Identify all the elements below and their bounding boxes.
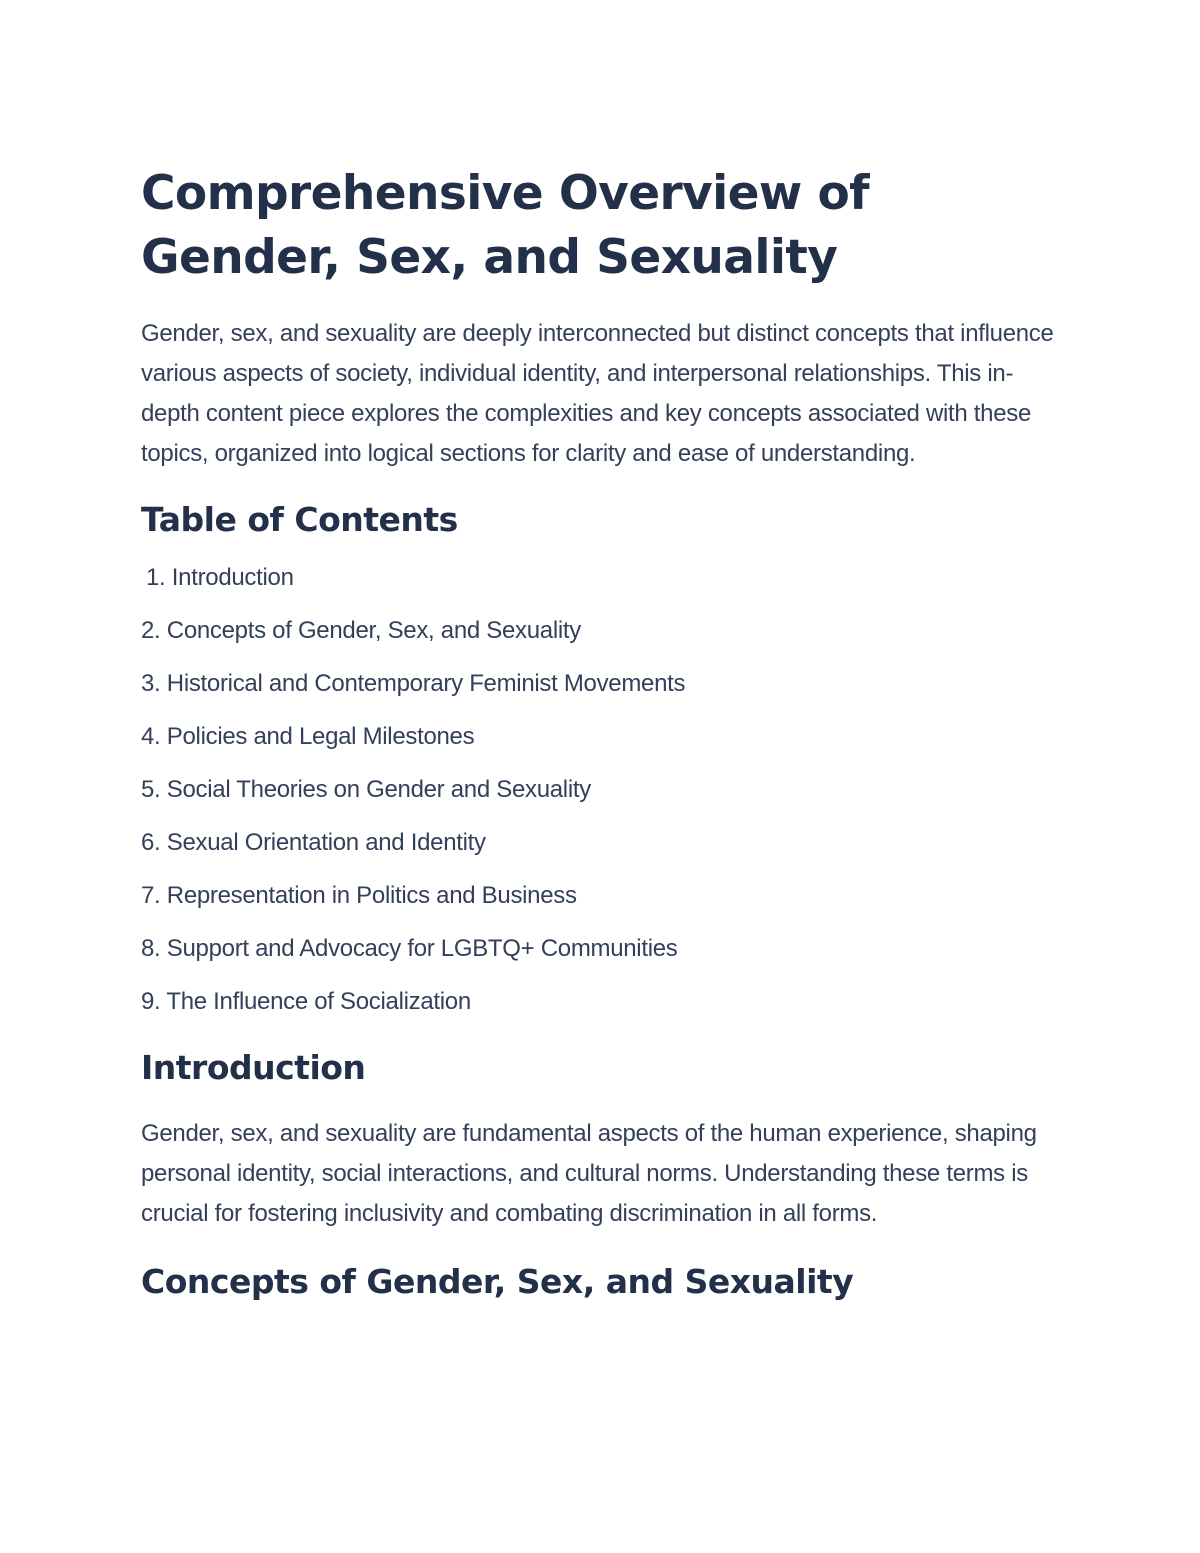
- document-page: [141, 162, 1056, 1304]
- toc-heading: Table of Contents: [141, 500, 458, 539]
- toc-item-label: Introduction: [171, 564, 294, 591]
- toc-item-number: 1.: [146, 564, 166, 591]
- introduction-heading: Introduction: [141, 1048, 366, 1087]
- page-title: Comprehensive Overview of Gender, Sex, and Sexuality: [141, 166, 870, 285]
- toc-item-introduction[interactable]: [141, 562, 1056, 594]
- toc-item-policies[interactable]: [141, 721, 1056, 753]
- toc-item-socialization[interactable]: [141, 986, 1056, 1018]
- toc-item-feminist-movements[interactable]: [141, 668, 1056, 700]
- toc-item-label: Historical and Contemporary Feminist Movements: [166, 670, 686, 697]
- toc-item-number: 8.: [141, 935, 161, 962]
- toc-item-label: Policies and Legal Milestones: [166, 723, 475, 750]
- toc-item-number: 7.: [141, 882, 161, 909]
- toc-item-social-theories[interactable]: [141, 774, 1056, 806]
- toc-item-number: 5.: [141, 776, 161, 803]
- table-of-contents: [141, 562, 1056, 1018]
- toc-item-label: Social Theories on Gender and Sexuality: [166, 776, 591, 803]
- intro-paragraph: Gender, sex, and sexuality are deeply interconnected but distinct concepts that influence various aspects of society, individual identity, and interpersonal relationships. This in-depth content piece explores the complexities and key concepts associated with these topics, organized into logical sections for clarity and ease of understanding.: [141, 320, 1054, 467]
- toc-item-number: 4.: [141, 723, 161, 750]
- toc-item-support-advocacy[interactable]: [141, 933, 1056, 965]
- toc-item-number: 2.: [141, 617, 161, 644]
- toc-item-label: Concepts of Gender, Sex, and Sexuality: [166, 617, 581, 644]
- concepts-heading: Concepts of Gender, Sex, and Sexuality: [141, 1262, 854, 1301]
- toc-item-label: Representation in Politics and Business: [166, 882, 577, 909]
- toc-item-label: The Influence of Socialization: [166, 988, 471, 1015]
- introduction-paragraph: Gender, sex, and sexuality are fundamental aspects of the human experience, shaping personal identity, social interactions, and cultural norms. Understanding these terms is crucial for fostering inclusivity and combating discrimination in all forms.: [141, 1120, 1037, 1227]
- toc-item-orientation[interactable]: [141, 827, 1056, 859]
- toc-item-concepts[interactable]: [141, 615, 1056, 647]
- toc-item-label: Sexual Orientation and Identity: [166, 829, 486, 856]
- toc-item-number: 3.: [141, 670, 161, 697]
- toc-item-number: 9.: [141, 988, 161, 1015]
- toc-item-label: Support and Advocacy for LGBTQ+ Communities: [166, 935, 678, 962]
- toc-item-representation[interactable]: [141, 880, 1056, 912]
- toc-item-number: 6.: [141, 829, 161, 856]
